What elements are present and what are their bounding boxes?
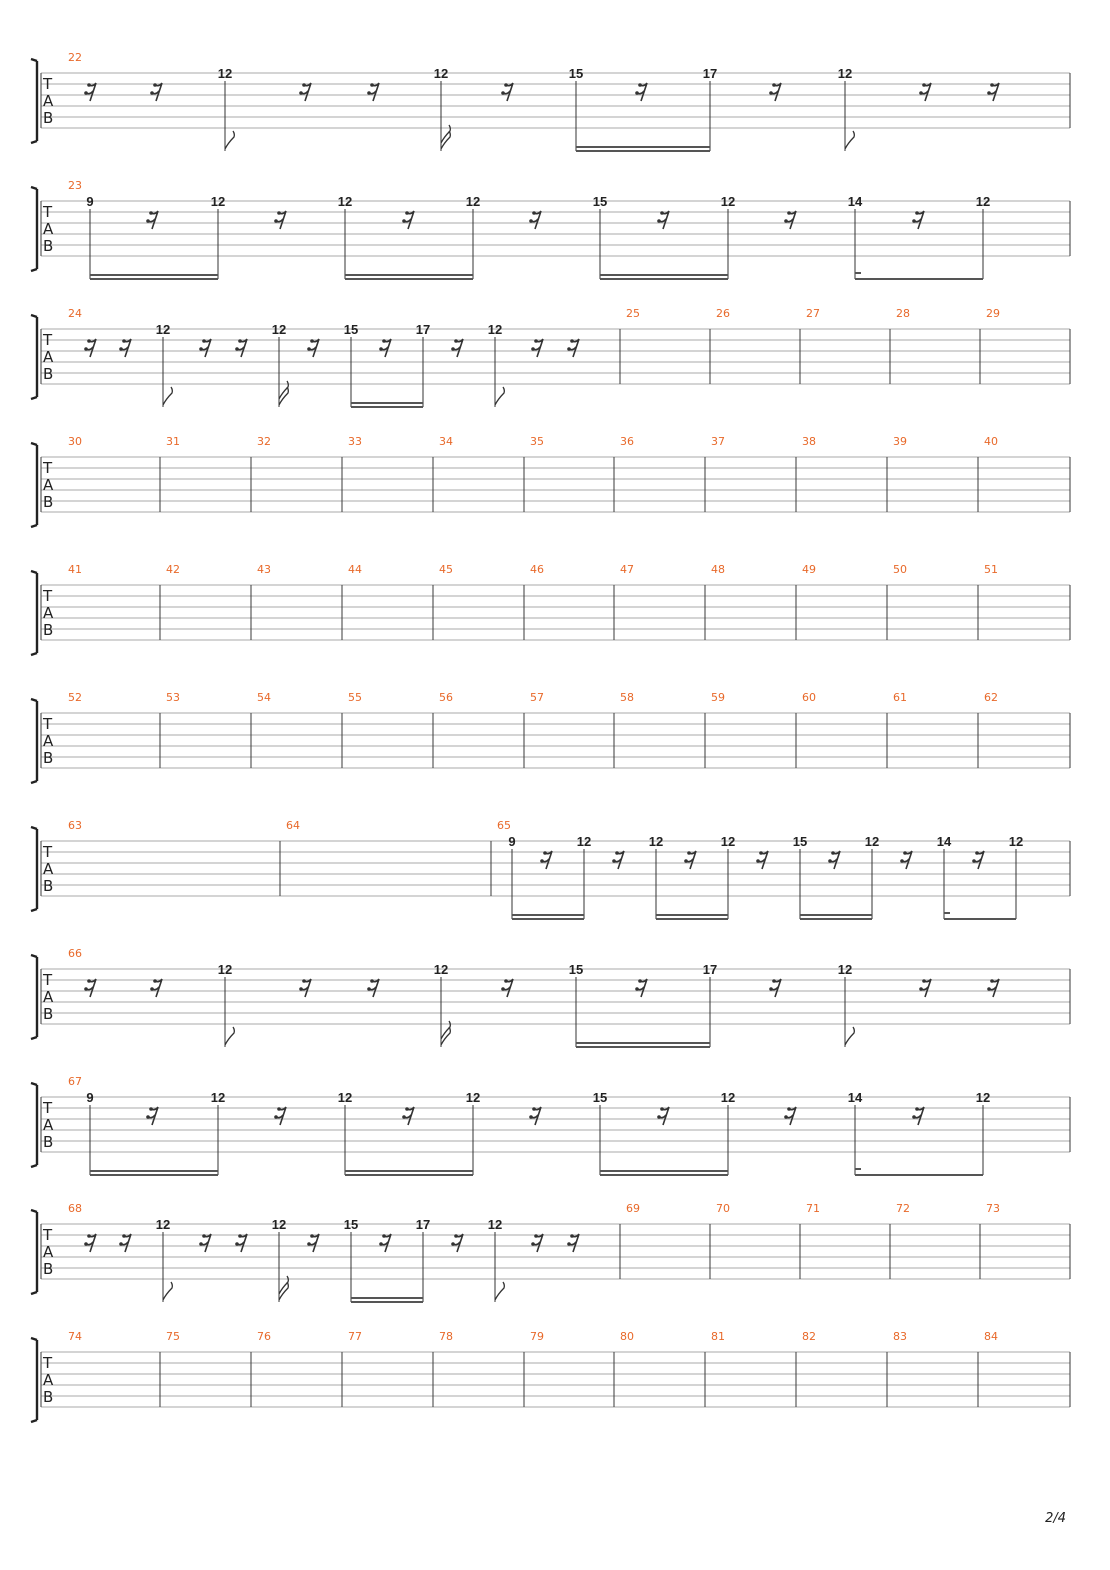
rest-dot (402, 219, 406, 223)
rest-dot (370, 979, 374, 983)
rest-dot (529, 1115, 533, 1119)
measure-number: 77 (348, 1330, 362, 1343)
rest-dot (451, 347, 455, 351)
measure-number: 22 (68, 51, 82, 64)
measure-number: 56 (439, 691, 453, 704)
measure-number: 64 (286, 819, 300, 832)
rest-dot (402, 1115, 406, 1119)
rest-dot (87, 1234, 91, 1238)
rest-dot (454, 1234, 458, 1238)
note-flag (163, 1282, 172, 1300)
measure-number: 32 (257, 435, 271, 448)
fret-number: 12 (217, 962, 233, 977)
rest-dot (532, 1107, 536, 1111)
rest-dot (787, 1107, 791, 1111)
rest-dot (769, 91, 773, 95)
measure-number: 46 (530, 563, 544, 576)
system-brace (31, 571, 37, 655)
measure-number: 78 (439, 1330, 453, 1343)
measure-number: 63 (68, 819, 82, 832)
rest-dot (307, 347, 311, 351)
rest-dot (567, 1242, 571, 1246)
rest-dot (831, 851, 835, 855)
fret-number: 15 (592, 1090, 608, 1105)
system-brace (31, 1210, 37, 1294)
rest-dot (87, 979, 91, 983)
tab-system (31, 307, 1070, 407)
rest-dot (501, 987, 505, 991)
fret-number: 17 (415, 1217, 431, 1232)
rest-dot (367, 91, 371, 95)
rest-dot (238, 339, 242, 343)
rest-dot (405, 1107, 409, 1111)
rest-dot (150, 91, 154, 95)
rest-dot (274, 1115, 278, 1119)
rest-dot (299, 987, 303, 991)
rest-dot (202, 1234, 206, 1238)
fret-number: 12 (155, 322, 171, 337)
measure-number: 42 (166, 563, 180, 576)
measure-number: 29 (986, 307, 1000, 320)
rest-dot (990, 979, 994, 983)
measure-number: 40 (984, 435, 998, 448)
tab-clef-letter: B (43, 1260, 54, 1278)
rest-dot (84, 987, 88, 991)
system-brace (31, 59, 37, 143)
rest-dot (912, 219, 916, 223)
note-flag (225, 1027, 234, 1045)
rest-dot (122, 339, 126, 343)
rest-dot (202, 339, 206, 343)
tab-clef-letter: A (43, 1371, 54, 1389)
measure-number: 41 (68, 563, 82, 576)
rest-dot (772, 979, 776, 983)
fret-number: 15 (592, 194, 608, 209)
rest-dot (529, 219, 533, 223)
system-brace (31, 1083, 37, 1167)
measure-number: 24 (68, 307, 82, 320)
fret-number: 12 (487, 322, 503, 337)
rest-dot (199, 1242, 203, 1246)
rest-dot (84, 1242, 88, 1246)
rest-dot (235, 347, 239, 351)
rest-dot (531, 1242, 535, 1246)
measure-number: 27 (806, 307, 820, 320)
measure-number: 31 (166, 435, 180, 448)
fret-number: 12 (975, 1090, 991, 1105)
measure-number: 33 (348, 435, 362, 448)
rest-dot (382, 1234, 386, 1238)
rest-dot (787, 211, 791, 215)
rest-dot (146, 219, 150, 223)
rest-dot (612, 859, 616, 863)
rest-dot (687, 851, 691, 855)
fret-number: 12 (1008, 834, 1024, 849)
fret-number: 12 (155, 1217, 171, 1232)
measure-number: 23 (68, 179, 82, 192)
rest-dot (660, 1107, 664, 1111)
rest-dot (370, 83, 374, 87)
fret-number: 12 (720, 194, 736, 209)
measure-number: 49 (802, 563, 816, 576)
measure-number: 80 (620, 1330, 634, 1343)
measure-number: 67 (68, 1075, 82, 1088)
measure-number: 45 (439, 563, 453, 576)
rest-dot (900, 859, 904, 863)
measure-number: 60 (802, 691, 816, 704)
measure-number: 48 (711, 563, 725, 576)
rest-dot (146, 1115, 150, 1119)
tab-clef-letter: B (43, 1133, 54, 1151)
measure-number: 54 (257, 691, 271, 704)
fret-number: 12 (837, 66, 853, 81)
fret-number: 14 (936, 834, 952, 849)
fret-number: 12 (720, 1090, 736, 1105)
tab-clef-letter: A (43, 476, 54, 494)
rest-dot (153, 979, 157, 983)
tab-clef-letter: T (43, 587, 53, 605)
measure-number: 73 (986, 1202, 1000, 1215)
tab-clef-letter: B (43, 621, 54, 639)
rest-dot (543, 851, 547, 855)
rest-dot (199, 347, 203, 351)
tab-system (31, 819, 1070, 919)
measure-number: 47 (620, 563, 634, 576)
fret-number: 17 (702, 962, 718, 977)
measure-number: 55 (348, 691, 362, 704)
note-flag (845, 131, 854, 149)
measure-number: 84 (984, 1330, 998, 1343)
rest-dot (274, 219, 278, 223)
tab-clef-letter: T (43, 843, 53, 861)
measure-number: 62 (984, 691, 998, 704)
note-flag (163, 387, 172, 405)
tab-clef-letter: B (43, 365, 54, 383)
tab-system (31, 563, 1070, 655)
measure-number: 37 (711, 435, 725, 448)
note-flag (495, 387, 504, 405)
tab-clef-letter: T (43, 459, 53, 477)
fret-number: 12 (837, 962, 853, 977)
measure-number: 57 (530, 691, 544, 704)
rest-dot (570, 1234, 574, 1238)
rest-dot (567, 347, 571, 351)
tab-clef-letter: T (43, 715, 53, 733)
fret-number: 9 (86, 194, 94, 209)
rest-dot (990, 83, 994, 87)
rest-dot (367, 987, 371, 991)
rest-dot (235, 1242, 239, 1246)
rest-dot (87, 83, 91, 87)
fret-number: 15 (792, 834, 808, 849)
tab-clef-letter: A (43, 604, 54, 622)
note-flag (845, 1027, 854, 1045)
tab-system (31, 1330, 1070, 1422)
measure-number: 34 (439, 435, 453, 448)
fret-number: 12 (217, 66, 233, 81)
tab-clef-letter: B (43, 109, 54, 127)
rest-dot (382, 339, 386, 343)
rest-dot (919, 91, 923, 95)
fret-number: 12 (648, 834, 664, 849)
rest-dot (912, 1115, 916, 1119)
rest-dot (759, 851, 763, 855)
rest-dot (987, 987, 991, 991)
fret-number: 14 (847, 194, 863, 209)
rest-dot (451, 1242, 455, 1246)
rest-dot (501, 91, 505, 95)
tab-system (31, 1202, 1070, 1302)
system-brace (31, 315, 37, 399)
rest-dot (119, 1242, 123, 1246)
rest-dot (915, 211, 919, 215)
system-brace (31, 1338, 37, 1422)
rest-dot (379, 1242, 383, 1246)
measure-number: 72 (896, 1202, 910, 1215)
rest-dot (684, 859, 688, 863)
rest-dot (238, 1234, 242, 1238)
tab-system (31, 435, 1070, 527)
rest-dot (119, 347, 123, 351)
rest-dot (660, 211, 664, 215)
measure-number: 69 (626, 1202, 640, 1215)
fret-number: 12 (720, 834, 736, 849)
fret-number: 15 (343, 322, 359, 337)
rest-dot (277, 211, 281, 215)
measure-number: 36 (620, 435, 634, 448)
measure-number: 44 (348, 563, 362, 576)
rest-dot (828, 859, 832, 863)
fret-number: 12 (271, 1217, 287, 1232)
note-flag (225, 131, 234, 149)
measure-number: 81 (711, 1330, 725, 1343)
fret-number: 12 (576, 834, 592, 849)
measure-number: 82 (802, 1330, 816, 1343)
measure-number: 52 (68, 691, 82, 704)
rest-dot (310, 339, 314, 343)
rest-dot (919, 987, 923, 991)
measure-number: 83 (893, 1330, 907, 1343)
rest-dot (122, 1234, 126, 1238)
fret-number: 12 (337, 1090, 353, 1105)
fret-number: 15 (568, 962, 584, 977)
system-brace (31, 955, 37, 1039)
tab-clef-letter: A (43, 348, 54, 366)
tab-clef-letter: B (43, 1388, 54, 1406)
rest-dot (454, 339, 458, 343)
rest-dot (150, 987, 154, 991)
tab-clef-letter: B (43, 749, 54, 767)
tab-clef-letter: A (43, 1116, 54, 1134)
measure-number: 35 (530, 435, 544, 448)
tab-clef-letter: T (43, 75, 53, 93)
tab-clef-letter: A (43, 220, 54, 238)
rest-dot (504, 83, 508, 87)
rest-dot (635, 987, 639, 991)
measure-number: 58 (620, 691, 634, 704)
rest-dot (532, 211, 536, 215)
measure-number: 26 (716, 307, 730, 320)
fret-number: 14 (847, 1090, 863, 1105)
tab-clef-letter: A (43, 860, 54, 878)
tab-clef-letter: T (43, 1354, 53, 1372)
tab-clef-letter: T (43, 1099, 53, 1117)
rest-dot (635, 91, 639, 95)
rest-dot (87, 339, 91, 343)
measure-number: 71 (806, 1202, 820, 1215)
system-brace (31, 443, 37, 527)
rest-dot (657, 219, 661, 223)
system-brace (31, 699, 37, 783)
measure-number: 66 (68, 947, 82, 960)
tab-system (31, 51, 1070, 151)
tab-clef-letter: T (43, 971, 53, 989)
fret-number: 12 (433, 962, 449, 977)
rest-dot (534, 1234, 538, 1238)
tab-clef-letter: B (43, 1005, 54, 1023)
measure-number: 28 (896, 307, 910, 320)
rest-dot (84, 91, 88, 95)
measure-number: 25 (626, 307, 640, 320)
rest-dot (769, 987, 773, 991)
measure-number: 43 (257, 563, 271, 576)
fret-number: 12 (975, 194, 991, 209)
measure-number: 53 (166, 691, 180, 704)
rest-dot (972, 859, 976, 863)
rest-dot (756, 859, 760, 863)
fret-number: 12 (210, 194, 226, 209)
rest-dot (504, 979, 508, 983)
tab-clef-letter: B (43, 877, 54, 895)
rest-dot (277, 1107, 281, 1111)
measure-number: 59 (711, 691, 725, 704)
fret-number: 12 (337, 194, 353, 209)
rest-dot (638, 979, 642, 983)
rest-dot (784, 1115, 788, 1119)
rest-dot (302, 83, 306, 87)
tab-system (31, 947, 1070, 1047)
measure-number: 38 (802, 435, 816, 448)
measure-number: 75 (166, 1330, 180, 1343)
fret-number: 9 (86, 1090, 94, 1105)
rest-dot (302, 979, 306, 983)
note-flag (495, 1282, 504, 1300)
measure-number: 39 (893, 435, 907, 448)
rest-dot (657, 1115, 661, 1119)
rest-dot (153, 83, 157, 87)
fret-number: 12 (487, 1217, 503, 1232)
rest-dot (922, 83, 926, 87)
measure-number: 70 (716, 1202, 730, 1215)
rest-dot (149, 1107, 153, 1111)
fret-number: 12 (433, 66, 449, 81)
rest-dot (772, 83, 776, 87)
tab-clef-letter: T (43, 331, 53, 349)
fret-number: 15 (568, 66, 584, 81)
rest-dot (149, 211, 153, 215)
system-brace (31, 187, 37, 271)
measure-number: 50 (893, 563, 907, 576)
measure-number: 51 (984, 563, 998, 576)
measure-number: 68 (68, 1202, 82, 1215)
tab-clef-letter: T (43, 203, 53, 221)
rest-dot (987, 91, 991, 95)
tab-clef-letter: B (43, 237, 54, 255)
measure-number: 74 (68, 1330, 82, 1343)
page-number: 2/4 (1045, 1511, 1066, 1526)
fret-number: 15 (343, 1217, 359, 1232)
rest-dot (903, 851, 907, 855)
tab-clef-letter: A (43, 1243, 54, 1261)
rest-dot (379, 347, 383, 351)
rest-dot (299, 91, 303, 95)
fret-number: 17 (415, 322, 431, 337)
rest-dot (534, 339, 538, 343)
rest-dot (784, 219, 788, 223)
tab-clef-letter: B (43, 493, 54, 511)
tab-system (31, 179, 1070, 279)
fret-number: 12 (271, 322, 287, 337)
tab-system (31, 1075, 1070, 1175)
rest-dot (84, 347, 88, 351)
fret-number: 12 (465, 1090, 481, 1105)
rest-dot (975, 851, 979, 855)
rest-dot (915, 1107, 919, 1111)
measure-number: 76 (257, 1330, 271, 1343)
measure-number: 30 (68, 435, 82, 448)
measure-number: 61 (893, 691, 907, 704)
rest-dot (638, 83, 642, 87)
fret-number: 12 (210, 1090, 226, 1105)
fret-number: 12 (864, 834, 880, 849)
tab-clef-letter: A (43, 732, 54, 750)
tab-clef-letter: A (43, 92, 54, 110)
rest-dot (405, 211, 409, 215)
fret-number: 9 (508, 834, 516, 849)
tab-clef-letter: T (43, 1226, 53, 1244)
tab-clef-letter: A (43, 988, 54, 1006)
rest-dot (531, 347, 535, 351)
system-brace (31, 827, 37, 911)
rest-dot (310, 1234, 314, 1238)
rest-dot (615, 851, 619, 855)
measure-number: 79 (530, 1330, 544, 1343)
rest-dot (540, 859, 544, 863)
rest-dot (922, 979, 926, 983)
measure-number: 65 (497, 819, 511, 832)
fret-number: 12 (465, 194, 481, 209)
rest-dot (307, 1242, 311, 1246)
rest-dot (570, 339, 574, 343)
tab-system (31, 691, 1070, 783)
fret-number: 17 (702, 66, 718, 81)
